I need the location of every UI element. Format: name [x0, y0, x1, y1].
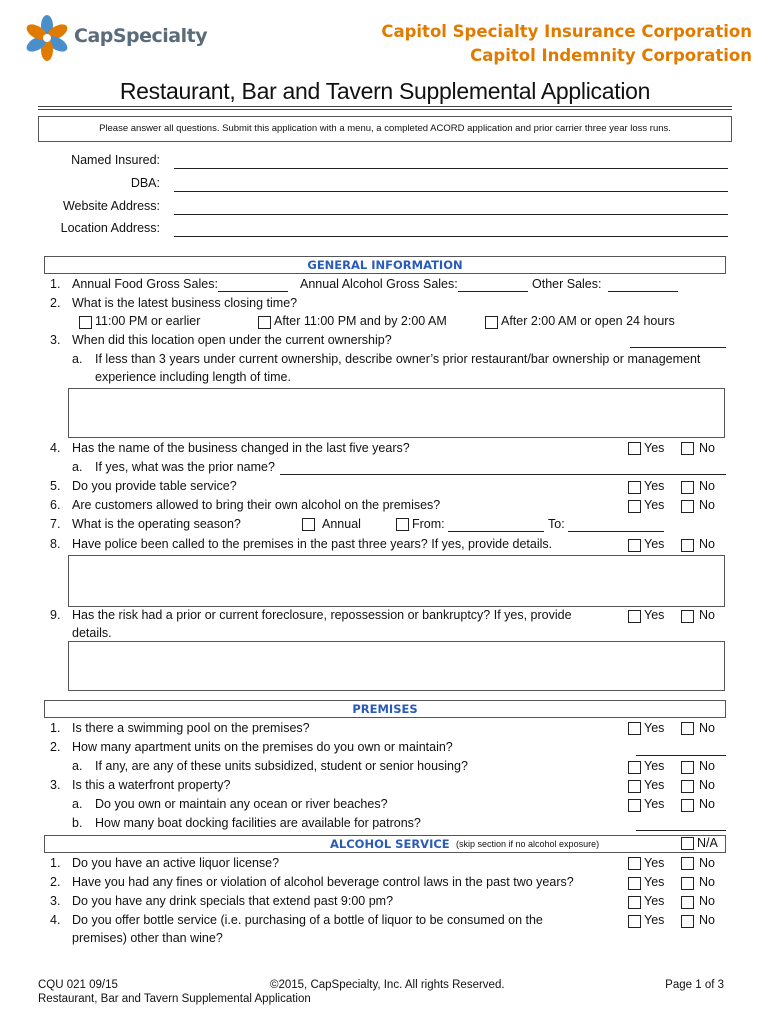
season-annual-checkbox[interactable]: [302, 518, 315, 531]
website-field[interactable]: [174, 214, 728, 215]
q-number: 9.: [50, 608, 61, 622]
alcohol-na-checkbox[interactable]: [681, 837, 694, 850]
ownership-date-field[interactable]: [630, 347, 726, 348]
q-number: 4.: [50, 913, 61, 927]
no-label: No: [699, 537, 715, 551]
waterfront-question: Is this a waterfront property?: [72, 778, 231, 792]
yes-label: Yes: [644, 778, 665, 792]
byob-no-checkbox[interactable]: [681, 500, 694, 513]
no-label: No: [699, 894, 715, 908]
season-question: What is the operating season?: [72, 517, 241, 531]
foreclosure-line2: details.: [72, 626, 112, 640]
table-service-yes-checkbox[interactable]: [628, 481, 641, 494]
pool-yes-checkbox[interactable]: [628, 722, 641, 735]
no-label: No: [699, 913, 715, 927]
no-label: No: [699, 778, 715, 792]
q-number: 8.: [50, 537, 61, 551]
website-label: Website Address:: [62, 199, 160, 213]
table-service-question: Do you provide table service?: [72, 479, 237, 493]
alcohol-na-label: N/A: [697, 836, 718, 850]
yes-label: Yes: [644, 856, 665, 870]
brand-name: CapSpecialty: [74, 25, 208, 47]
season-annual-label: Annual: [322, 517, 361, 531]
q-number: 4.: [50, 441, 61, 455]
bottle-service-yes-checkbox[interactable]: [628, 915, 641, 928]
no-label: No: [699, 856, 715, 870]
yes-label: Yes: [644, 759, 665, 773]
police-yes-checkbox[interactable]: [628, 539, 641, 552]
waterfront-yes-checkbox[interactable]: [628, 780, 641, 793]
dba-label: DBA:: [130, 176, 160, 190]
q-number: 3.: [50, 778, 61, 792]
company-name-1: Capitol Specialty Insurance Corporation: [381, 22, 752, 41]
drink-specials-no-checkbox[interactable]: [681, 896, 694, 909]
page-title: Restaurant, Bar and Tavern Supplemental Application: [119, 78, 651, 104]
docking-field[interactable]: [636, 830, 726, 831]
bottle-service-line1: Do you offer bottle service (i.e. purchasing of a bottle of liquor to be consumed on the: [72, 913, 543, 927]
no-label: No: [699, 479, 715, 493]
general-section-header: [44, 256, 726, 274]
dba-field[interactable]: [174, 191, 728, 192]
yes-label: Yes: [644, 608, 665, 622]
premises-section-header: [44, 700, 726, 718]
yes-label: Yes: [644, 721, 665, 735]
prior-ownership-textarea[interactable]: [68, 388, 725, 438]
q-number: 1.: [50, 277, 61, 291]
bottle-service-line2: premises) other than wine?: [72, 931, 223, 945]
footer-copyright: ©2015, CapSpecialty, Inc. All rights Reserved.: [270, 979, 505, 991]
ownership-question: When did this location open under the current ownership?: [72, 333, 392, 347]
apartments-field[interactable]: [636, 755, 726, 756]
title-rule-2: [38, 109, 732, 110]
other-sales-label: Other Sales:: [532, 277, 602, 291]
police-question: Have police been called to the premises in the past three years? If yes, provide details.: [72, 537, 553, 551]
season-from-checkbox[interactable]: [396, 518, 409, 531]
no-label: No: [699, 721, 715, 735]
pool-no-checkbox[interactable]: [681, 722, 694, 735]
closing-11pm-label: 11:00 PM or earlier: [95, 314, 201, 328]
food-sales-field[interactable]: [218, 291, 288, 292]
q-number: 1.: [50, 856, 61, 870]
sub-letter: a.: [72, 352, 83, 366]
no-label: No: [699, 608, 715, 622]
subsidized-yes-checkbox[interactable]: [628, 761, 641, 774]
closing-24h-label: After 2:00 AM or open 24 hours: [501, 314, 675, 328]
subsidized-question: If any, are any of these units subsidized, student or senior housing?: [95, 759, 468, 773]
beaches-yes-checkbox[interactable]: [628, 799, 641, 812]
title-rule: [38, 106, 732, 107]
pool-question: Is there a swimming pool on the premises?: [72, 721, 310, 735]
yes-label: Yes: [644, 875, 665, 889]
beaches-no-checkbox[interactable]: [681, 799, 694, 812]
capspecialty-flower-icon: [26, 14, 68, 62]
alcohol-heading: ALCOHOL SERVICE: [330, 837, 450, 851]
yes-label: Yes: [644, 498, 665, 512]
foreclosure-no-checkbox[interactable]: [681, 610, 694, 623]
season-from-field[interactable]: [448, 531, 544, 532]
prior-ownership-line2: experience including length of time.: [95, 370, 291, 384]
footer-form-id: CQU 021 09/15: [38, 979, 118, 991]
company-name-2: Capitol Indemnity Corporation: [470, 46, 752, 65]
footer-form-name: Restaurant, Bar and Tavern Supplemental Application: [38, 993, 311, 1005]
name-change-question: Has the name of the business changed in the last five years?: [72, 441, 410, 455]
season-from-label: From:: [412, 517, 445, 531]
q-number: 2.: [50, 296, 61, 310]
closing-2am-label: After 11:00 PM and by 2:00 AM: [274, 314, 447, 328]
liquor-license-question: Do you have an active liquor license?: [72, 856, 280, 870]
closing-24h-checkbox[interactable]: [485, 316, 498, 329]
instructions-box: [38, 116, 732, 142]
season-to-label: To:: [548, 517, 565, 531]
police-details-textarea[interactable]: [68, 555, 725, 607]
yes-label: Yes: [644, 441, 665, 455]
name-change-no-checkbox[interactable]: [681, 442, 694, 455]
violations-yes-checkbox[interactable]: [628, 877, 641, 890]
q-number: 6.: [50, 498, 61, 512]
named-insured-field[interactable]: [174, 168, 728, 169]
no-label: No: [699, 759, 715, 773]
no-label: No: [699, 797, 715, 811]
no-label: No: [699, 441, 715, 455]
sub-letter: b.: [72, 816, 83, 830]
sub-letter: a.: [72, 460, 83, 474]
waterfront-no-checkbox[interactable]: [681, 780, 694, 793]
liquor-license-yes-checkbox[interactable]: [628, 857, 641, 870]
byob-yes-checkbox[interactable]: [628, 500, 641, 513]
q-number: 3.: [50, 333, 61, 347]
prior-name-label: If yes, what was the prior name?: [95, 460, 275, 474]
police-no-checkbox[interactable]: [681, 539, 694, 552]
name-change-yes-checkbox[interactable]: [628, 442, 641, 455]
alcohol-sales-label: Annual Alcohol Gross Sales:: [300, 277, 458, 291]
food-sales-label: Annual Food Gross Sales:: [72, 277, 218, 291]
violations-no-checkbox[interactable]: [681, 877, 694, 890]
closing-time-question: What is the latest business closing time?: [72, 296, 298, 310]
brand-logo: [26, 14, 208, 64]
alcohol-sales-field[interactable]: [458, 291, 528, 292]
general-heading: GENERAL INFORMATION: [307, 258, 463, 272]
foreclosure-yes-checkbox[interactable]: [628, 610, 641, 623]
foreclosure-details-textarea[interactable]: [68, 641, 725, 691]
other-sales-field[interactable]: [608, 291, 678, 292]
beaches-question: Do you own or maintain any ocean or river beaches?: [95, 797, 388, 811]
drink-specials-question: Do you have any drink specials that extend past 9:00 pm?: [72, 894, 394, 908]
liquor-license-no-checkbox[interactable]: [681, 857, 694, 870]
sub-letter: a.: [72, 797, 83, 811]
premises-heading: PREMISES: [352, 702, 418, 716]
season-to-field[interactable]: [568, 531, 664, 532]
closing-11pm-checkbox[interactable]: [79, 316, 92, 329]
byob-question: Are customers allowed to bring their own alcohol on the premises?: [72, 498, 441, 512]
yes-label: Yes: [644, 797, 665, 811]
q-number: 2.: [50, 740, 61, 754]
violations-question: Have you had any fines or violation of alcohol beverage control laws in the past two years?: [72, 875, 574, 889]
yes-label: Yes: [644, 894, 665, 908]
foreclosure-line1: Has the risk had a prior or current foreclosure, repossession or bankruptcy? If yes, provide: [72, 608, 572, 622]
prior-ownership-line1: If less than 3 years under current ownership, describe owner’s prior restaurant/bar ownership or management: [95, 352, 701, 366]
q-number: 2.: [50, 875, 61, 889]
location-label: Location Address:: [60, 221, 160, 235]
bottle-service-no-checkbox[interactable]: [681, 915, 694, 928]
yes-label: Yes: [644, 913, 665, 927]
subsidized-no-checkbox[interactable]: [681, 761, 694, 774]
named-insured-label: Named Insured:: [71, 153, 160, 167]
yes-label: Yes: [644, 479, 665, 493]
drink-specials-yes-checkbox[interactable]: [628, 896, 641, 909]
q-number: 5.: [50, 479, 61, 493]
prior-name-field[interactable]: [280, 474, 726, 475]
docking-question: How many boat docking facilities are available for patrons?: [95, 816, 421, 830]
q-number: 7.: [50, 517, 61, 531]
location-field[interactable]: [174, 236, 728, 237]
no-label: No: [699, 875, 715, 889]
table-service-no-checkbox[interactable]: [681, 481, 694, 494]
closing-2am-checkbox[interactable]: [258, 316, 271, 329]
instructions-text: Please answer all questions. Submit this application with a menu, a completed ACORD application and prior carrier three year loss runs.: [99, 123, 671, 134]
yes-label: Yes: [644, 537, 665, 551]
no-label: No: [699, 498, 715, 512]
apartments-question: How many apartment units on the premises do you own or maintain?: [72, 740, 453, 754]
q-number: 1.: [50, 721, 61, 735]
footer-page-number: Page 1 of 3: [665, 979, 724, 991]
q-number: 3.: [50, 894, 61, 908]
alcohol-skip-note: (skip section if no alcohol exposure): [456, 839, 600, 849]
sub-letter: a.: [72, 759, 83, 773]
